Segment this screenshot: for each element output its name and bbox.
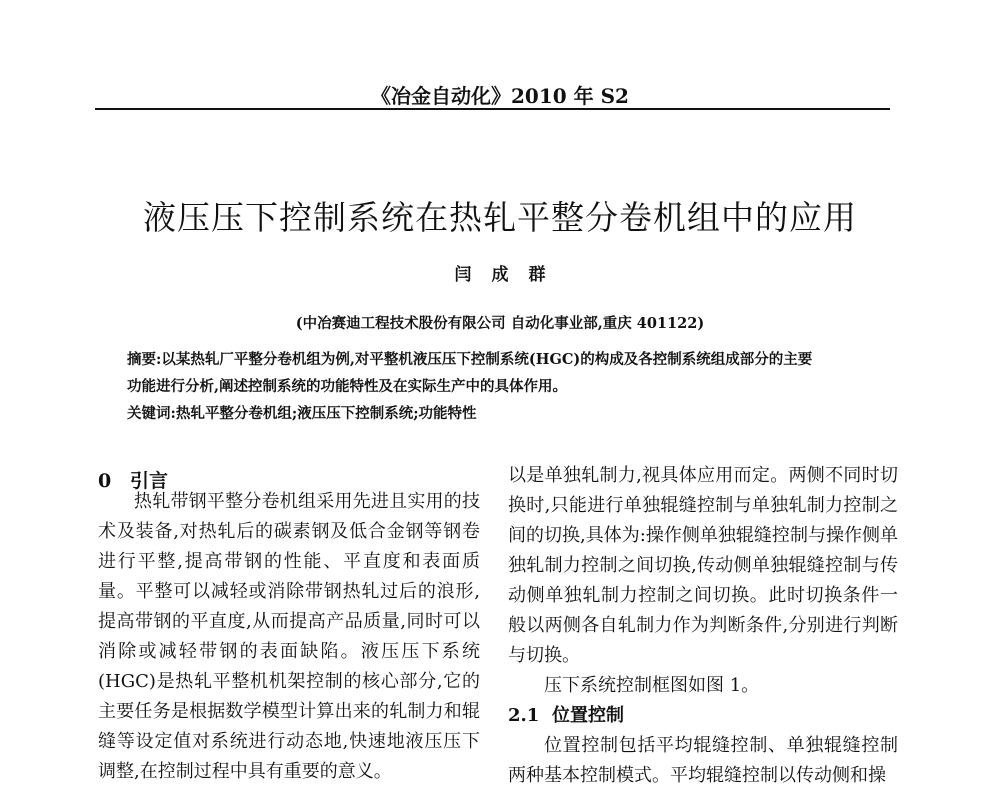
section-number: 0 (98, 470, 112, 492)
author-name: 闫成群 (454, 265, 566, 285)
journal-header: 《冶金自动化》2010 年 S2 (371, 84, 629, 108)
text-line: 或减轻带钢的表面缺陷。液压压下系统(HGC)是 (98, 641, 481, 692)
abstract-line-2: 功能进行分析,阐述控制系统的功能特性及在实际生产中的具体作用。 (127, 378, 568, 395)
text-line: 换条件一般以两侧各自轧制力作为判断条件,分 (508, 585, 899, 636)
text-line: 热轧平整机机架控制的核心部分,它的主要任务 (98, 671, 480, 722)
subsection-heading-position-control (508, 701, 898, 731)
section-title: 引言 (130, 470, 169, 492)
figure-reference-paragraph: 压下系统控制框图如图 1。 (544, 675, 760, 696)
left-column (98, 487, 480, 787)
text-line: 作侧单独轧制力控制之间切换,传动侧单独辊缝 (508, 525, 899, 576)
subsection-number: 2.1 (508, 705, 540, 726)
text-line: 别进行判断与切换。 (508, 615, 898, 666)
text-line: 位置控制包括平均辊缝控制、单独辊缝控制 (544, 735, 898, 756)
subsection-title: 位置控制 (552, 705, 624, 726)
right-column (508, 461, 898, 791)
text-line: 进行平整,提高带钢的性能、平直度和表面质量。 (98, 551, 480, 602)
text-line: 带钢的平直度,从而提高产品质量,同时可以消除 (98, 611, 480, 662)
text-line: 热轧带钢平整分卷机组采用先进且实用的技 (134, 491, 480, 512)
text-line: 是根据数学模型计算出来的轧制力和辊缝等设定 (98, 701, 481, 752)
position-control-paragraph (508, 731, 898, 791)
text-line: 制过程中具有重要的意义。 (175, 761, 392, 782)
switching-paragraph (508, 461, 898, 671)
text-line: 术及装备,对热轧后的碳素钢及低合金钢等钢卷 (98, 521, 480, 542)
author-affiliation: (中冶赛迪工程技术股份有限公司 自动化事业部,重庆 401122) (295, 315, 705, 332)
text-line: 值对系统进行动态地,快速地液压压下调整,在控 (98, 731, 480, 782)
header-rule (95, 108, 890, 110)
text-line: 平整可以减轻或消除带钢热轧过后的浪形,提高 (98, 581, 480, 632)
keywords: 关键词:热轧平整分卷机组;液压压下控制系统;功能特性 (127, 405, 477, 422)
text-line: 两种基本控制模式。平均辊缝控制以传动侧和操 (508, 765, 886, 786)
text-line: 制之间的切换,具体为:操作侧单独辊缝控制与操 (508, 495, 898, 546)
abstract-block (127, 346, 887, 427)
text-line: 以是单独轧制力,视具体应用而定。两侧不同时 (508, 465, 880, 486)
abstract-line-1: 摘要:以某热轧厂平整分卷机组为例,对平整机液压压下控制系统(HGC)的构成及各控制系统组成部分的主要 (127, 351, 813, 368)
paper-title: 液压压下控制系统在热轧平整分卷机组中的应用 (143, 198, 857, 237)
intro-paragraph (98, 487, 480, 787)
text-line: 控制与传动侧单独轧制力控制之间切换。此时切 (508, 555, 898, 606)
text-line: 切换时,只能进行单独辊缝控制与单独轧制力控 (508, 465, 898, 516)
